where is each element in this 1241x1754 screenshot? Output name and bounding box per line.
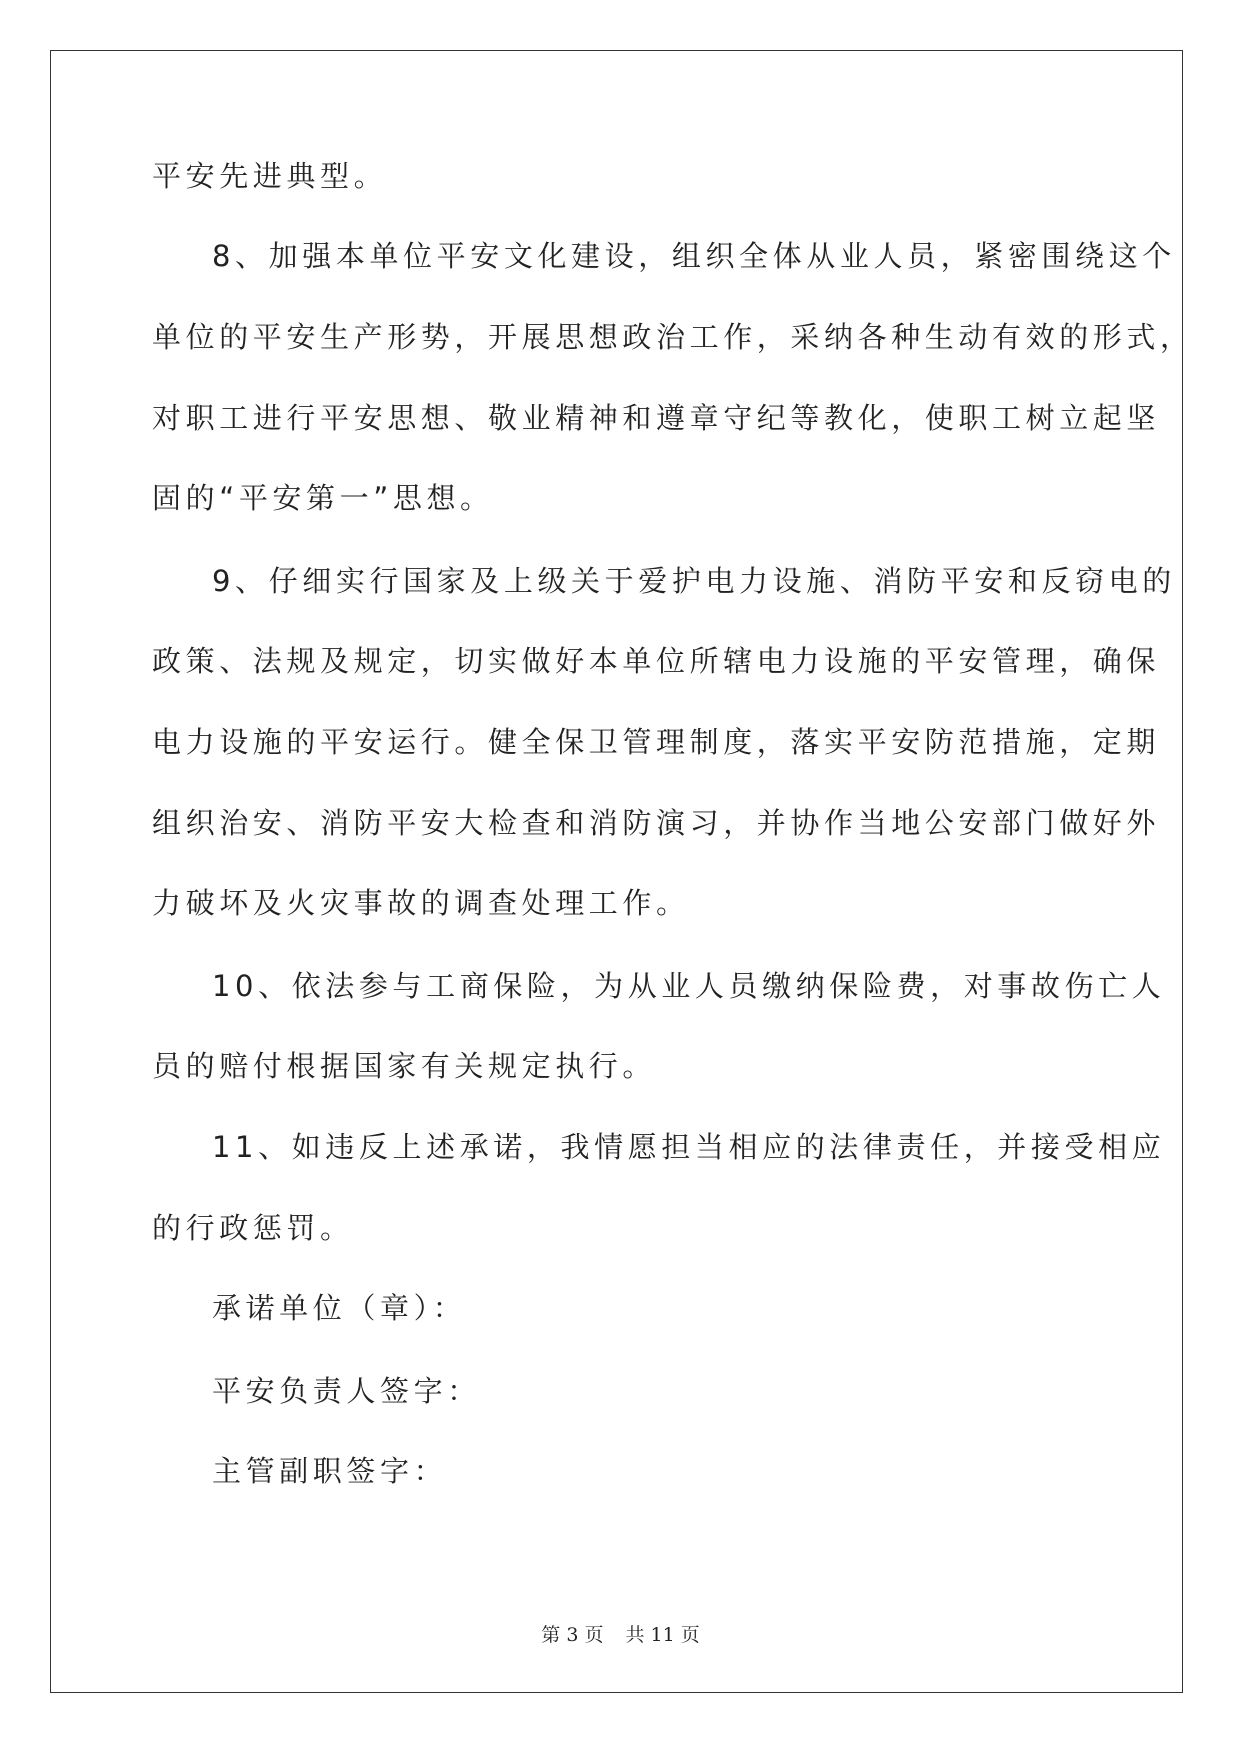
page-footer — [0, 1620, 1241, 1647]
page-number: 第 3 页 — [541, 1624, 604, 1646]
paragraph-9-start: 9、仔细实行国家及上级关于爱护电力设施、消防平安和反窃电的 — [212, 564, 1176, 598]
body-line: 平安先进典型。 — [152, 159, 388, 193]
body-line: 的行政惩罚。 — [152, 1211, 354, 1245]
body-line: 单位的平安生产形势，开展思想政治工作，采纳各种生动有效的形式， — [152, 320, 1194, 354]
body-line: 对职工进行平安思想、敬业精神和遵章守纪等教化，使职工树立起坚 — [152, 401, 1161, 435]
body-line: 力破坏及火灾事故的调查处理工作。 — [152, 886, 690, 920]
signature-safety-head-label: 平安负责人签字： — [212, 1374, 481, 1408]
body-line: 固的“平安第一”思想。 — [152, 481, 494, 515]
body-line: 政策、法规及规定，切实做好本单位所辖电力设施的平安管理，确保 — [152, 644, 1161, 678]
body-line: 组织治安、消防平安大检查和消防演习，并协作当地公安部门做好外 — [152, 806, 1161, 840]
body-line: 电力设施的平安运行。健全保卫管理制度，落实平安防范措施，定期 — [152, 725, 1161, 759]
page-total: 共 11 页 — [625, 1624, 700, 1646]
signature-deputy-label: 主管副职签字： — [212, 1454, 448, 1488]
signature-unit-label: 承诺单位（章）： — [212, 1291, 467, 1325]
page-border — [50, 50, 1183, 1693]
paragraph-11-start: 11、如违反上述承诺，我情愿担当相应的法律责任，并接受相应 — [212, 1130, 1166, 1164]
body-line: 员的赔付根据国家有关规定执行。 — [152, 1049, 657, 1083]
paragraph-8-start: 8、加强本单位平安文化建设，组织全体从业人员，紧密围绕这个 — [212, 239, 1176, 273]
paragraph-10-start: 10、依法参与工商保险，为从业人员缴纳保险费，对事故伤亡人 — [212, 969, 1166, 1003]
